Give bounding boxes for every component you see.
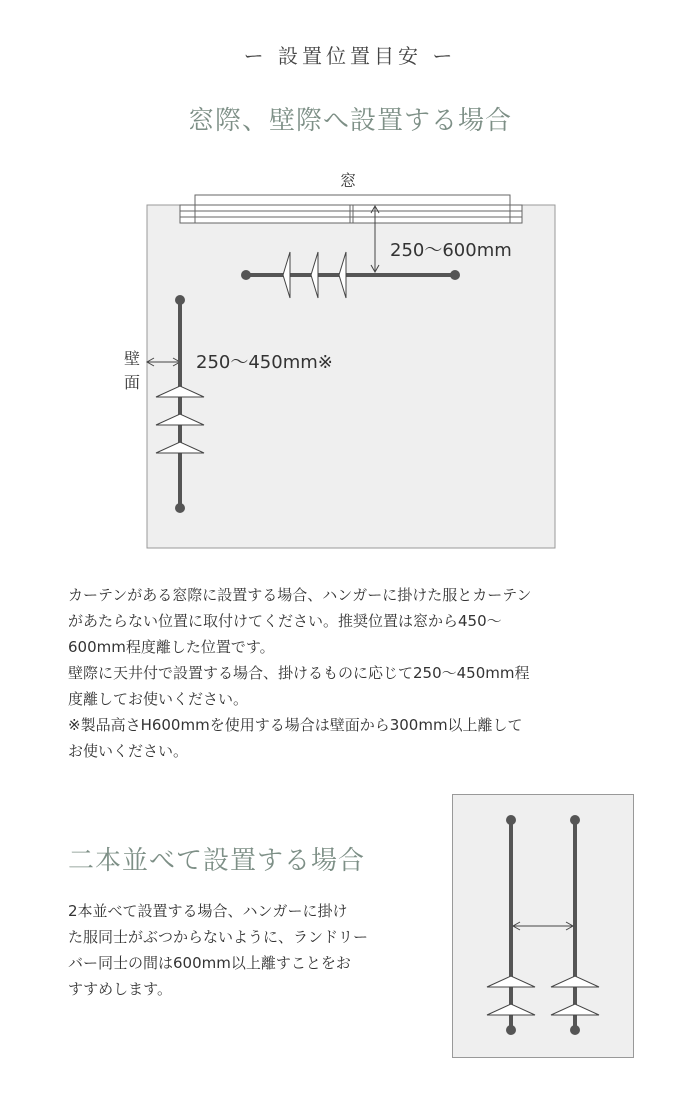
text-line: カーテンがある窓際に設置する場合、ハンガーに掛けた服とカーテン	[68, 586, 532, 604]
text-line: ※製品高さH600mmを使用する場合は壁面から300mm以上離して	[68, 716, 523, 734]
text-line: バー同士の間は600mm以上離すことをお	[68, 954, 351, 972]
text-line: 壁際に天井付で設置する場合、掛けるものに応じて250〜450mm程	[68, 664, 530, 682]
wall-label: 壁	[124, 349, 141, 368]
window-wall-diagram	[110, 170, 570, 560]
page-title: ー 設置位置目安 ー	[243, 44, 457, 68]
window-frame	[180, 195, 522, 223]
text-line: 2本並べて設置する場合、ハンガーに掛け	[68, 902, 348, 920]
text-line: 600mm程度離した位置です。	[68, 638, 275, 656]
section1-description	[68, 582, 648, 764]
text-line: お使いください。	[68, 742, 189, 760]
window-distance-label: 250〜600mm	[390, 240, 512, 261]
window-label: 窓	[339, 171, 357, 190]
two-bars-diagram	[452, 794, 634, 1058]
text-line: があたらない位置に取付けてください。推奨位置は窓から450〜	[68, 612, 502, 630]
wall-distance-label: 250〜450mm※	[196, 352, 333, 373]
text-line: た服同士がぶつからないように、ランドリー	[68, 928, 369, 946]
text-line: 度離してお使いください。	[68, 690, 249, 708]
section2-heading: 二本並べて設置する場合	[68, 846, 366, 876]
text-line: すすめします。	[68, 980, 172, 998]
wall-label: 面	[124, 373, 141, 392]
section1-heading: 窓際、壁際へ設置する場合	[187, 106, 512, 136]
section2-description	[68, 898, 438, 1002]
